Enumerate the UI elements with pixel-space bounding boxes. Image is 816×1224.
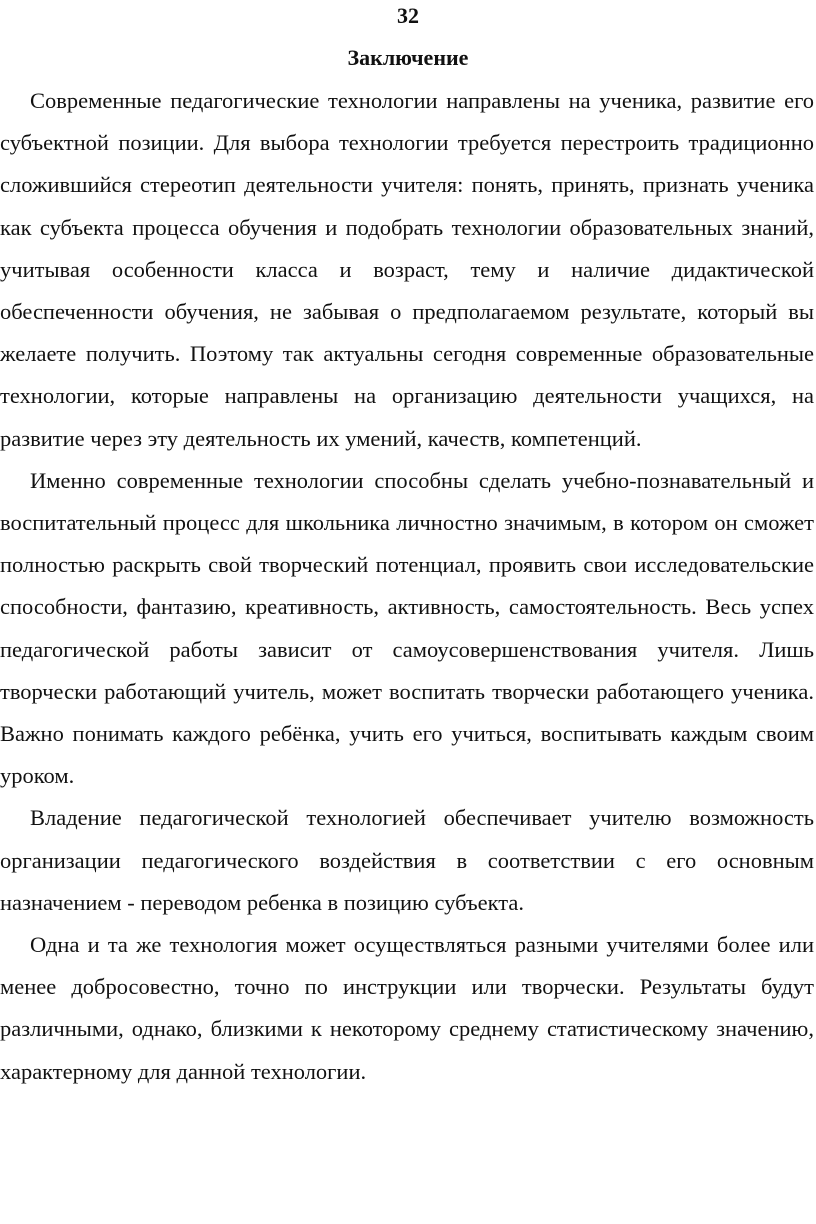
paragraph-2: Именно современные технологии способны сделать учебно-познавательный и воспитательный процесс для школьника личностно значимым, в котором он сможет полностью раскрыть свой творческий потенциал, проявить свои исследовательские способности, фантазию, креативность, активность, самостоятельность. Весь успех педагогической работы зависит от самоусовершенствования учителя. Лишь творчески работающий учитель, может воспитать творчески работающего ученика. Важно понимать каждого ребёнка, учить его учиться, воспитывать каждым своим уроком. bbox=[0, 467, 814, 789]
paragraph-1: Современные педагогические технологии направлены на ученика, развитие его субъектной позиции. Для выбора технологии требуется перестроить традиционно сложившийся стереотип деятельности учителя: понять, принять, признать ученика как субъекта процесса обучения и подобрать технологии образовательных знаний, учитывая особенности класса и возраст, тему и наличие дидактической обеспеченности обучения, не забывая о предполагаемом результате, который вы желаете получить. Поэтому так актуальны сегодня современные образовательные технологии, которые направлены на организацию деятельности учащихся, на развитие через эту деятельность их умений, качеств, компетенций. bbox=[0, 88, 814, 451]
paragraph-3: Владение педагогической технологией обеспечивает учителю возможность организации педагогического воздействия в соответствии с его основным назначением - переводом ребенка в позицию субъекта. bbox=[0, 805, 814, 915]
paragraph-4: Одна и та же технология может осуществляться разными учителями более или менее добросовестно, точно по инструкции или творчески. Результаты будут различными, однако, близкими к некоторому среднему статистическому значению, характерному для данной технологии. bbox=[0, 932, 814, 1084]
section-title: Заключение bbox=[347, 45, 469, 70]
document-body bbox=[0, 80, 814, 1093]
page-number: 32 bbox=[397, 3, 419, 28]
